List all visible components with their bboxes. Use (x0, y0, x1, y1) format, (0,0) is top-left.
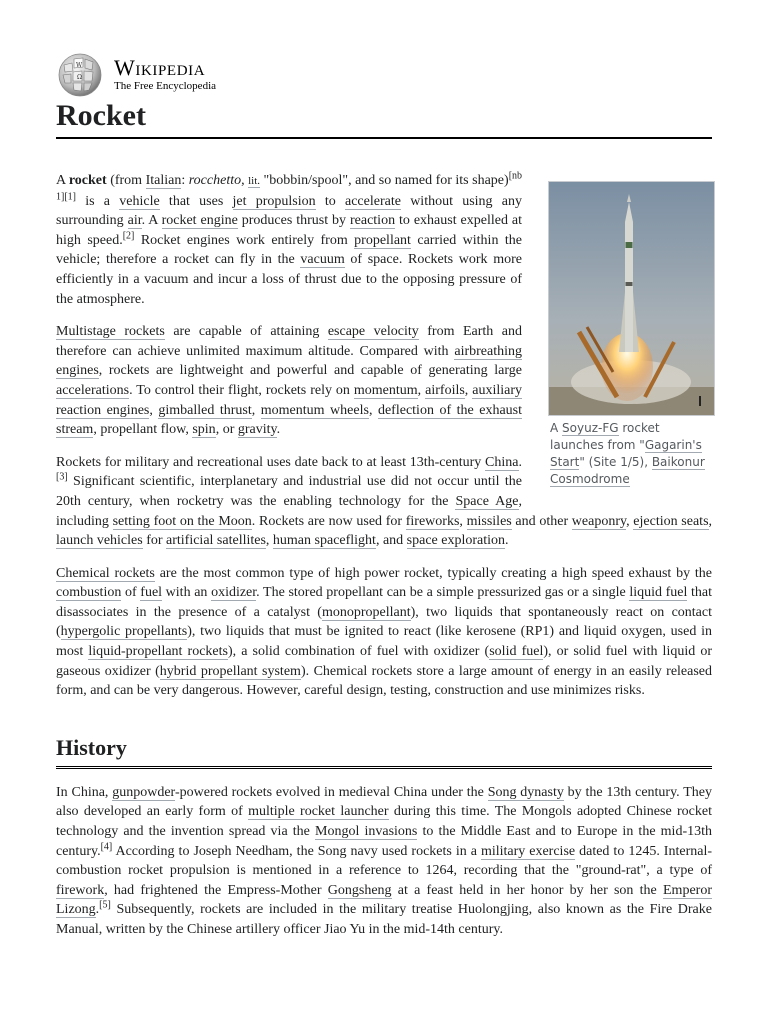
intro-paragraph-2: Multistage rockets are capable of attaining escape velocity from Earth and therefore can achieve unlimited maximum altitude. Compared with airbreathing engines, rockets are lightweight and powerful and capable of generating large accelerations. To control their flight, rockets rely on momentum, airfoils, auxiliary reaction engines, gimballed thrust, momentum wheels, deflection of the exhaust stream, propellant flow, spin, or gravity. (56, 324, 523, 438)
link-oxidizer[interactable]: oxidizer (211, 585, 257, 601)
footnote-2[interactable]: [2] (122, 230, 135, 242)
link-combustion[interactable]: combustion (56, 585, 122, 601)
link-vehicle[interactable]: vehicle (119, 193, 160, 209)
link-multiple-rocket-launcher[interactable]: multiple rocket launcher (248, 804, 389, 820)
link-momentum-wheels[interactable]: momentum wheels (260, 402, 369, 418)
caption-link-baikonur[interactable]: Baikonur Cosmodrome (550, 455, 705, 486)
footnote-4[interactable]: [4] (100, 840, 113, 852)
caption-link-soyuz-fg[interactable]: Soyuz-FG (562, 421, 619, 435)
wikipedia-globe-icon (56, 53, 104, 97)
footnote-nb1[interactable]: [nb 1][1] (56, 170, 523, 202)
link-human-spaceflight[interactable]: human spaceflight (272, 533, 376, 549)
link-artificial-satellites[interactable]: artificial satellites (166, 533, 266, 549)
link-airfoils[interactable]: airfoils (425, 382, 465, 398)
link-jet-propulsion[interactable]: jet propulsion (232, 193, 316, 209)
infobox-figure (548, 181, 714, 488)
caption-link-gagarins-start[interactable]: Gagarin's Start (550, 438, 702, 469)
wikipedia-tagline: The Free Encyclopedia (114, 80, 217, 92)
link-setting-foot-on-moon[interactable]: setting foot on the Moon (112, 513, 252, 529)
link-mongol-invasions[interactable]: Mongol invasions (315, 824, 418, 840)
caption-text: A (550, 421, 563, 435)
wikipedia-wordmark[interactable]: Wikipedia (114, 55, 206, 80)
link-chemical-rockets[interactable]: Chemical rockets (56, 565, 155, 581)
link-space-age[interactable]: Space Age (455, 493, 519, 509)
intro-paragraph-4: Chemical rockets are the most common type of high power rocket, typically creating a high speed exhaust by the combustion of fuel with an oxidizer. The stored propellant can be a simple pressurized gas or a single liquid fuel that disassociates in the presence of a catalyst (monopropellant), two liquids that spontaneously react on contact (hypergolic propellants), two liquids that must be ignited to react (like kerosene (RP1) and liquid oxygen, used in most liquid-propellant rockets), a solid combination of fuel with oxidizer (solid fuel), or solid fuel with liquid or gaseous oxidizer (hybrid propellant system). Chemical rockets store a large amount of energy in an easily released form, and can be very dangerous. However, careful design, testing, construction and use minimizes risks. (56, 565, 713, 699)
link-firework[interactable]: firework (56, 882, 105, 898)
link-gongsheng[interactable]: Gongsheng (327, 882, 392, 898)
link-liquid-fuel[interactable]: liquid fuel (629, 585, 688, 601)
figure-caption (548, 420, 714, 488)
link-accelerations[interactable]: accelerations (56, 382, 130, 398)
link-propellant[interactable]: propellant (354, 232, 411, 248)
site-header[interactable] (56, 53, 356, 97)
link-china[interactable]: China (485, 454, 519, 470)
intro-paragraph-1: A rocket (from Italian: rocchetto, lit. "bobbin/spool", and so named for its shape)[nb 1][1] is a vehicle that uses jet propulsion to accelerate without using any surrounding air. A rocket engine produces thrust by reaction to exhaust expelled at high speed.[2] Rocket engines work entirely from propellant carried within the vehicle; therefore a rocket can fly in the vacuum of space. Rockets work more efficiently in a vacuum and incur a loss of thrust due to the opposing pressure of the atmosphere. (56, 170, 523, 307)
link-fireworks[interactable]: fireworks (405, 513, 460, 529)
link-emperor-lizong[interactable]: Emperor Lizong (56, 882, 712, 918)
link-auxiliary-reaction-engines[interactable]: auxiliary reaction engines (56, 382, 523, 418)
link-rocket-engine[interactable]: rocket engine (161, 213, 238, 229)
link-hypergolic-propellants[interactable]: hypergolic propellants (60, 624, 188, 640)
link-vacuum[interactable]: vacuum (300, 252, 345, 268)
link-launch-vehicles[interactable]: launch vehicles (56, 533, 143, 549)
soyuz-launch-photo[interactable] (548, 181, 715, 416)
link-gimballed-thrust[interactable]: gimballed thrust (158, 402, 252, 418)
link-accelerate[interactable]: accelerate (345, 193, 401, 209)
link-gravity[interactable]: gravity (237, 422, 277, 438)
page-title: Rocket (56, 97, 712, 139)
link-missiles[interactable]: missiles (466, 513, 512, 529)
link-deflection-exhaust[interactable]: deflection of the exhaust stream (56, 402, 522, 438)
link-fuel[interactable]: fuel (140, 585, 163, 601)
link-reaction[interactable]: reaction (349, 213, 396, 229)
caption-text: rocket launches from " (550, 421, 660, 452)
svg-text:W: W (76, 62, 83, 69)
link-weaponry[interactable]: weaponry (571, 513, 627, 529)
article-body (56, 171, 712, 953)
link-monopropellant[interactable]: monopropellant (321, 604, 411, 620)
history-paragraph-1: In China, gunpowder-powered rockets evolved in medieval China under the Song dynasty by the 13th century. They also developed an early form of multiple rocket launcher during this time. The Mongols adopted Chinese rocket technology and the invention spread via the Mongol invasions to the Middle East and to Europe in the mid-13th century.[4] According to Joseph Needham, the Song navy used rockets in a military exercise dated to 1245. Internal-combustion rocket propulsion is mentioned in a reference to 1264, recording that the "ground-rat", a type of firework, had frightened the Empress-Mother Gongsheng at a feast held in her honor by her son the Emperor Lizong.[5] Subsequently, rockets are included in the military treatise Huolongjing, also known as the Fire Drake Manual, written by the Chinese artillery officer Jiao Yu in the mid-14th century. (56, 784, 713, 937)
link-airbreathing-engines[interactable]: airbreathing engines (56, 343, 522, 379)
link-song-dynasty[interactable]: Song dynasty (487, 784, 564, 800)
intro-paragraph-3: Rockets for military and recreational uses date back to at least 13th-century China.[3] Significant scientific, interplanetary and industrial use did not occur until the 20th century, when rocketry was the enabling technology for the Space Age, including setting foot on the Moon. Rockets are now used for fireworks, missiles and other weaponry, ejection seats, launch vehicles for artificial satellites, human spaceflight, and space exploration. (56, 454, 713, 549)
link-multistage-rockets[interactable]: Multistage rockets (56, 324, 165, 340)
link-hybrid-propellant-system[interactable]: hybrid propellant system (159, 663, 301, 679)
link-italian[interactable]: Italian (145, 173, 182, 188)
link-space-exploration[interactable]: space exploration (406, 533, 506, 549)
link-gunpowder[interactable]: gunpowder (112, 784, 175, 800)
link-escape-velocity[interactable]: escape velocity (327, 324, 419, 340)
caption-text: " (Site 1/5), (579, 455, 652, 469)
section-heading-history: History (56, 733, 712, 769)
link-solid-fuel[interactable]: solid fuel (489, 644, 544, 660)
svg-text:Ω: Ω (77, 74, 82, 81)
link-military-exercise[interactable]: military exercise (480, 843, 576, 859)
footnote-5[interactable]: [5] (99, 899, 111, 911)
link-spin[interactable]: spin (192, 422, 216, 438)
link-liquid-propellant-rockets[interactable]: liquid-propellant rockets (88, 644, 228, 660)
link-ejection-seats[interactable]: ejection seats (633, 513, 709, 529)
link-air[interactable]: air (127, 213, 142, 229)
footnote-3[interactable]: [3] (56, 471, 68, 483)
link-momentum[interactable]: momentum (353, 382, 418, 398)
link-lit[interactable]: lit. (248, 175, 261, 187)
